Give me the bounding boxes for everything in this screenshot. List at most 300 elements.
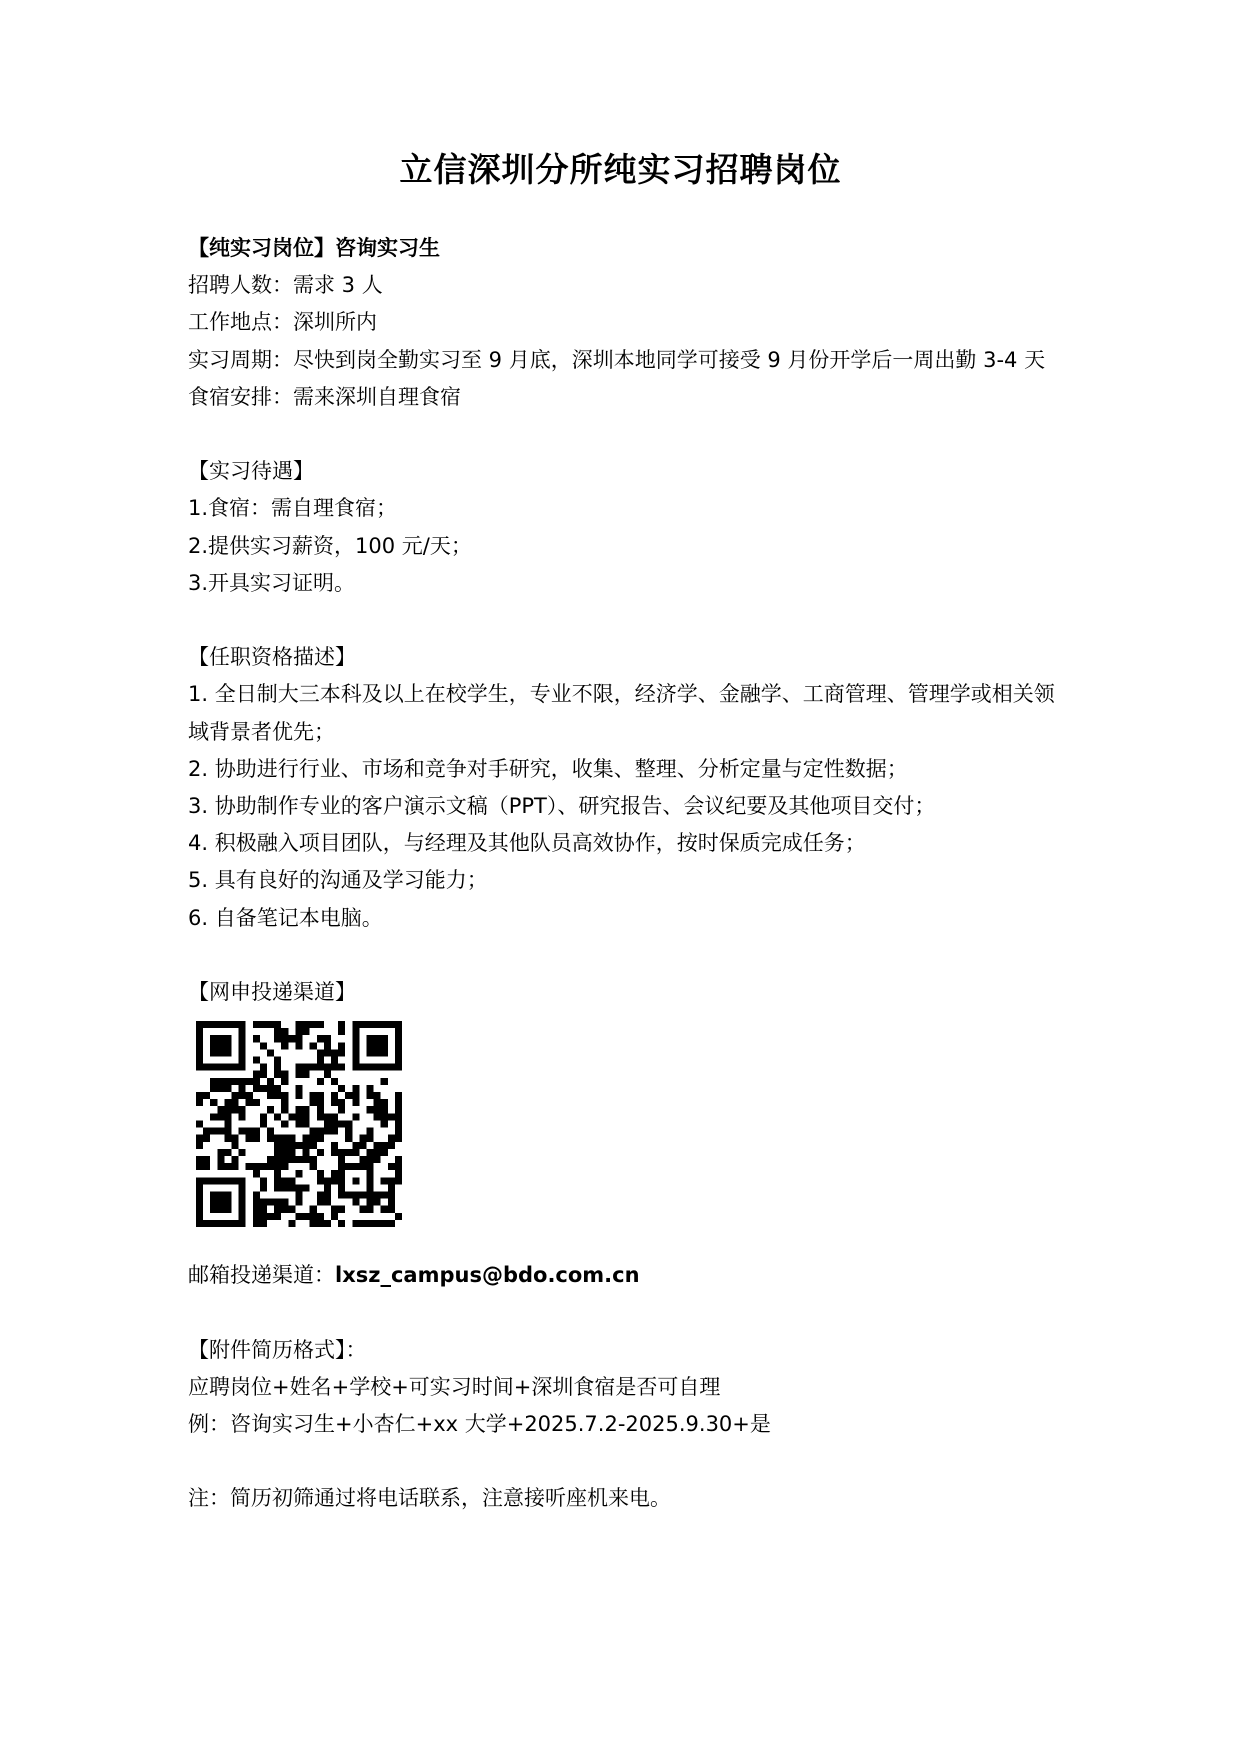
- qr-module: [274, 1213, 281, 1220]
- qr-module: [374, 1142, 381, 1149]
- qr-module: [338, 1050, 345, 1057]
- qr-module: [381, 1121, 388, 1128]
- qr-module: [345, 1163, 352, 1170]
- qr-module: [239, 1021, 246, 1028]
- qr-module: [239, 1078, 246, 1085]
- qr-module: [217, 1114, 224, 1121]
- qr-module: [303, 1021, 310, 1028]
- qr-module: [196, 1028, 203, 1035]
- qr-module: [274, 1149, 281, 1156]
- qr-module: [239, 1206, 246, 1213]
- qr-module: [281, 1028, 288, 1035]
- qr-module: [331, 1213, 338, 1220]
- qr-module: [303, 1106, 310, 1113]
- requirement-item: 5. 具有良好的沟通及学习能力；: [188, 868, 488, 893]
- qr-module: [267, 1135, 274, 1142]
- qr-module: [310, 1135, 317, 1142]
- qr-module: [324, 1043, 331, 1050]
- qr-module: [224, 1064, 231, 1071]
- qr-module: [352, 1163, 359, 1170]
- qr-module: [317, 1057, 324, 1064]
- qr-module: [281, 1149, 288, 1156]
- qr-module: [352, 1085, 359, 1092]
- qr-module: [338, 1106, 345, 1113]
- qr-module: [274, 1028, 281, 1035]
- qr-module: [317, 1135, 324, 1142]
- location-line: [188, 304, 1068, 341]
- qr-module: [352, 1057, 359, 1064]
- requirement-item: 1. 全日制大三本科及以上在校学生，专业不限，经济学、金融学、工商管理、管理学或相关领域背景者优先；: [188, 682, 1055, 744]
- qr-module: [196, 1142, 203, 1149]
- qr-module: [366, 1185, 373, 1192]
- qr-module: [224, 1220, 231, 1227]
- qr-module: [303, 1114, 310, 1121]
- spacer: [188, 602, 1068, 639]
- qr-module: [345, 1092, 352, 1099]
- qr-module: [374, 1092, 381, 1099]
- qr-module: [267, 1106, 274, 1113]
- qr-module: [210, 1035, 217, 1042]
- qr-module: [303, 1121, 310, 1128]
- requirement-item: 3. 协助制作专业的客户演示文稿（PPT）、研究报告、会议纪要及其他项目交付；: [188, 794, 936, 819]
- qr-module: [288, 1149, 295, 1156]
- qr-module: [210, 1050, 217, 1057]
- qr-module: [395, 1170, 402, 1177]
- qr-module: [338, 1177, 345, 1184]
- qr-module: [317, 1106, 324, 1113]
- qr-module: [239, 1057, 246, 1064]
- location-value: 深圳所内: [293, 310, 377, 335]
- qr-module: [310, 1021, 317, 1028]
- qr-module: [232, 1064, 239, 1071]
- qr-module: [217, 1043, 224, 1050]
- qr-module: [381, 1035, 388, 1042]
- qr-module: [274, 1021, 281, 1028]
- qr-module: [288, 1185, 295, 1192]
- qr-module: [324, 1121, 331, 1128]
- qr-module: [303, 1213, 310, 1220]
- qr-module: [210, 1043, 217, 1050]
- qr-module: [395, 1043, 402, 1050]
- qr-module: [317, 1177, 324, 1184]
- qr-module: [381, 1099, 388, 1106]
- qr-module: [253, 1099, 260, 1106]
- online-apply-heading: 【网申投递渠道】: [188, 980, 356, 1005]
- qr-module: [374, 1220, 381, 1227]
- period-label: 实习周期：: [188, 347, 293, 372]
- qr-module: [224, 1106, 231, 1113]
- qr-module: [395, 1021, 402, 1028]
- qr-module: [359, 1220, 366, 1227]
- qr-module: [310, 1099, 317, 1106]
- spacer: [188, 1227, 1068, 1257]
- qr-module: [352, 1028, 359, 1035]
- qr-module: [224, 1149, 231, 1156]
- qr-module: [239, 1114, 246, 1121]
- qr-module: [352, 1114, 359, 1121]
- qr-module: [196, 1057, 203, 1064]
- qr-module: [388, 1220, 395, 1227]
- qr-module: [253, 1163, 260, 1170]
- qr-module: [366, 1192, 373, 1199]
- qr-module: [224, 1199, 231, 1206]
- qr-module: [224, 1114, 231, 1121]
- qr-module: [281, 1106, 288, 1113]
- qr-module: [196, 1135, 203, 1142]
- qr-module: [324, 1050, 331, 1057]
- qr-module: [352, 1192, 359, 1199]
- qr-module: [374, 1099, 381, 1106]
- qr-module: [352, 1092, 359, 1099]
- qr-module: [217, 1163, 224, 1170]
- qr-module: [239, 1213, 246, 1220]
- headcount-label: 招聘人数：: [188, 273, 293, 298]
- qr-module: [359, 1142, 366, 1149]
- qr-module: [395, 1050, 402, 1057]
- qr-module: [345, 1192, 352, 1199]
- qr-module: [317, 1149, 324, 1156]
- qr-module: [381, 1064, 388, 1071]
- qr-module: [381, 1106, 388, 1113]
- qr-module: [338, 1149, 345, 1156]
- qr-module: [366, 1064, 373, 1071]
- qr-module: [260, 1114, 267, 1121]
- qr-module: [324, 1128, 331, 1135]
- qr-module: [374, 1035, 381, 1042]
- qr-module: [388, 1192, 395, 1199]
- qr-module: [210, 1206, 217, 1213]
- qr-module: [260, 1220, 267, 1227]
- qr-module: [303, 1071, 310, 1078]
- qr-module: [239, 1177, 246, 1184]
- qr-module: [295, 1156, 302, 1163]
- qr-module: [239, 1064, 246, 1071]
- qr-module: [303, 1185, 310, 1192]
- location-label: 工作地点：: [188, 310, 293, 335]
- qr-module: [267, 1199, 274, 1206]
- qr-module: [260, 1213, 267, 1220]
- qr-module: [317, 1128, 324, 1135]
- qr-module: [295, 1035, 302, 1042]
- requirements-heading: 【任职资格描述】: [188, 645, 356, 670]
- qr-module: [359, 1135, 366, 1142]
- qr-module: [388, 1206, 395, 1213]
- qr-module: [324, 1177, 331, 1184]
- qr-module: [203, 1135, 210, 1142]
- qr-module: [267, 1085, 274, 1092]
- qr-module: [345, 1121, 352, 1128]
- qr-module: [310, 1206, 317, 1213]
- qr-module: [331, 1057, 338, 1064]
- format-pattern: 应聘岗位+姓名+学校+可实习时间+深圳食宿是否可自理: [188, 1374, 721, 1399]
- qr-module: [310, 1064, 317, 1071]
- qr-module: [295, 1121, 302, 1128]
- qr-module: [324, 1220, 331, 1227]
- qr-module: [224, 1099, 231, 1106]
- qr-module: [288, 1177, 295, 1184]
- qr-module: [366, 1021, 373, 1028]
- qr-module: [217, 1085, 224, 1092]
- qr-module: [281, 1035, 288, 1042]
- qr-module: [366, 1106, 373, 1113]
- qr-module: [366, 1050, 373, 1057]
- qr-module: [381, 1142, 388, 1149]
- qr-module: [295, 1142, 302, 1149]
- qr-module: [374, 1199, 381, 1206]
- qr-module: [331, 1092, 338, 1099]
- qr-module: [203, 1092, 210, 1099]
- qr-module: [395, 1057, 402, 1064]
- requirement-item: 4. 积极融入项目团队，与经理及其他队员高效协作，按时保质完成任务；: [188, 831, 866, 856]
- qr-module: [303, 1156, 310, 1163]
- qr-module: [345, 1135, 352, 1142]
- qr-module: [196, 1050, 203, 1057]
- qr-module: [210, 1064, 217, 1071]
- qr-module: [196, 1199, 203, 1206]
- qr-module: [331, 1114, 338, 1121]
- qr-module: [338, 1021, 345, 1028]
- qr-module: [217, 1177, 224, 1184]
- qr-module: [324, 1185, 331, 1192]
- qr-module: [253, 1071, 260, 1078]
- qr-module: [381, 1220, 388, 1227]
- qr-module: [203, 1128, 210, 1135]
- qr-module: [338, 1028, 345, 1035]
- qr-module: [253, 1170, 260, 1177]
- qr-module: [359, 1021, 366, 1028]
- qr-module: [274, 1057, 281, 1064]
- qr-module: [366, 1206, 373, 1213]
- qr-module: [239, 1050, 246, 1057]
- qr-module: [210, 1114, 217, 1121]
- qr-module: [210, 1099, 217, 1106]
- qr-module: [260, 1177, 267, 1184]
- qr-module: [196, 1121, 203, 1128]
- qr-module: [260, 1071, 267, 1078]
- qr-module: [317, 1035, 324, 1042]
- qr-module: [217, 1064, 224, 1071]
- qr-module: [196, 1163, 203, 1170]
- qr-module: [260, 1064, 267, 1071]
- qr-module: [303, 1149, 310, 1156]
- qr-module: [317, 1192, 324, 1199]
- qr-module: [295, 1028, 302, 1035]
- qr-module: [295, 1192, 302, 1199]
- qr-module: [274, 1092, 281, 1099]
- qr-module: [288, 1156, 295, 1163]
- qr-module: [338, 1121, 345, 1128]
- qr-module: [253, 1220, 260, 1227]
- qr-module: [288, 1135, 295, 1142]
- qr-module: [232, 1106, 239, 1113]
- qr-module: [210, 1177, 217, 1184]
- qr-module: [352, 1149, 359, 1156]
- qr-module: [295, 1064, 302, 1071]
- note-text: 注：简历初筛通过将电话联系，注意接听座机来电。: [188, 1486, 671, 1511]
- qr-module: [381, 1043, 388, 1050]
- document-body: [188, 230, 1068, 1518]
- spacer: [188, 416, 1068, 453]
- qr-module: [324, 1064, 331, 1071]
- qr-module: [395, 1156, 402, 1163]
- format-heading: 【附件简历格式】：: [188, 1337, 367, 1362]
- qr-module: [253, 1192, 260, 1199]
- qr-module: [331, 1128, 338, 1135]
- qr-module: [295, 1170, 302, 1177]
- qr-module: [232, 1156, 239, 1163]
- qr-module: [317, 1064, 324, 1071]
- qr-module: [295, 1071, 302, 1078]
- spacer: [188, 1443, 1068, 1480]
- qr-module: [324, 1199, 331, 1206]
- qr-module: [331, 1078, 338, 1085]
- qr-module: [210, 1021, 217, 1028]
- position-heading: 【纯实习岗位】咨询实习生: [188, 236, 440, 260]
- qr-module: [239, 1035, 246, 1042]
- qr-module: [310, 1128, 317, 1135]
- benefits-heading: 【实习待遇】: [188, 459, 314, 484]
- qr-module: [352, 1099, 359, 1106]
- qr-module: [232, 1099, 239, 1106]
- qr-module: [246, 1092, 253, 1099]
- qr-module: [217, 1192, 224, 1199]
- qr-module: [366, 1128, 373, 1135]
- qr-module: [345, 1128, 352, 1135]
- qr-module: [395, 1114, 402, 1121]
- qr-module: [381, 1021, 388, 1028]
- qr-module: [246, 1135, 253, 1142]
- qr-module: [232, 1021, 239, 1028]
- qr-module: [253, 1035, 260, 1042]
- qr-module: [210, 1078, 217, 1085]
- qr-module: [232, 1177, 239, 1184]
- qr-module: [317, 1021, 324, 1028]
- qr-module: [331, 1064, 338, 1071]
- qr-module: [253, 1128, 260, 1135]
- qr-module: [203, 1021, 210, 1028]
- qr-module: [395, 1092, 402, 1099]
- qr-module: [196, 1064, 203, 1071]
- qr-module: [374, 1021, 381, 1028]
- qr-module: [324, 1035, 331, 1042]
- qr-module: [331, 1121, 338, 1128]
- qr-module: [338, 1206, 345, 1213]
- qr-module: [217, 1149, 224, 1156]
- qr-module: [381, 1149, 388, 1156]
- qr-module: [203, 1177, 210, 1184]
- qr-module: [260, 1185, 267, 1192]
- qr-module: [239, 1185, 246, 1192]
- qr-module: [224, 1085, 231, 1092]
- qr-module: [352, 1142, 359, 1149]
- qr-module: [253, 1085, 260, 1092]
- qr-module: [288, 1206, 295, 1213]
- qr-module: [232, 1220, 239, 1227]
- qr-module: [295, 1114, 302, 1121]
- qr-module: [310, 1213, 317, 1220]
- qr-module: [317, 1114, 324, 1121]
- qr-module: [260, 1199, 267, 1206]
- qr-module: [196, 1021, 203, 1028]
- qr-module: [366, 1199, 373, 1206]
- qr-module: [359, 1206, 366, 1213]
- qr-module: [239, 1092, 246, 1099]
- qr-module: [317, 1078, 324, 1085]
- qr-module: [310, 1156, 317, 1163]
- qr-module: [352, 1064, 359, 1071]
- qr-module: [210, 1085, 217, 1092]
- qr-module: [388, 1185, 395, 1192]
- qr-module: [374, 1114, 381, 1121]
- qr-module: [381, 1206, 388, 1213]
- qr-module: [352, 1050, 359, 1057]
- qr-module: [338, 1099, 345, 1106]
- qr-module: [281, 1185, 288, 1192]
- qr-module: [239, 1085, 246, 1092]
- email-address[interactable]: lxsz_campus@bdo.com.cn: [335, 1263, 640, 1288]
- lodging-value: 需来深圳自理食宿: [293, 384, 461, 409]
- qr-module: [267, 1128, 274, 1135]
- qr-module: [395, 1163, 402, 1170]
- qr-module: [331, 1177, 338, 1184]
- headcount-value: 需求 3 人: [293, 273, 383, 298]
- qr-module: [253, 1057, 260, 1064]
- lodging-line: [188, 379, 1068, 416]
- period-value: 尽快到岗全勤实习至 9 月底，深圳本地同学可接受 9 月份开学后一周出勤 3-4 天: [293, 347, 1046, 372]
- qr-module: [224, 1121, 231, 1128]
- qr-module: [224, 1163, 231, 1170]
- qr-module: [338, 1220, 345, 1227]
- qr-module: [374, 1050, 381, 1057]
- qr-module: [274, 1156, 281, 1163]
- qr-module: [381, 1177, 388, 1184]
- qr-module: [239, 1199, 246, 1206]
- qr-module: [253, 1021, 260, 1028]
- qr-module: [232, 1142, 239, 1149]
- qr-module: [224, 1035, 231, 1042]
- qr-module: [239, 1149, 246, 1156]
- qr-module: [303, 1135, 310, 1142]
- spacer: [188, 937, 1068, 974]
- qr-module: [274, 1163, 281, 1170]
- requirement-item: 6. 自备笔记本电脑。: [188, 905, 383, 930]
- qr-module: [196, 1156, 203, 1163]
- qr-module: [239, 1220, 246, 1227]
- qr-module: [352, 1199, 359, 1206]
- qr-module: [217, 1206, 224, 1213]
- qr-module: [388, 1163, 395, 1170]
- qr-module: [217, 1050, 224, 1057]
- qr-module: [317, 1050, 324, 1057]
- lodging-label: 食宿安排：: [188, 384, 293, 409]
- qr-module: [217, 1035, 224, 1042]
- qr-module: [303, 1142, 310, 1149]
- qr-module: [196, 1177, 203, 1184]
- qr-module: [246, 1078, 253, 1085]
- qr-module: [331, 1149, 338, 1156]
- qr-module: [210, 1220, 217, 1227]
- qr-module: [388, 1135, 395, 1142]
- qr-module: [317, 1213, 324, 1220]
- qr-module: [366, 1170, 373, 1177]
- qr-module: [331, 1050, 338, 1057]
- qr-module: [366, 1043, 373, 1050]
- qr-module: [281, 1043, 288, 1050]
- qr-module: [366, 1220, 373, 1227]
- qr-module: [303, 1064, 310, 1071]
- period-line: [188, 342, 1068, 379]
- qr-module: [203, 1064, 210, 1071]
